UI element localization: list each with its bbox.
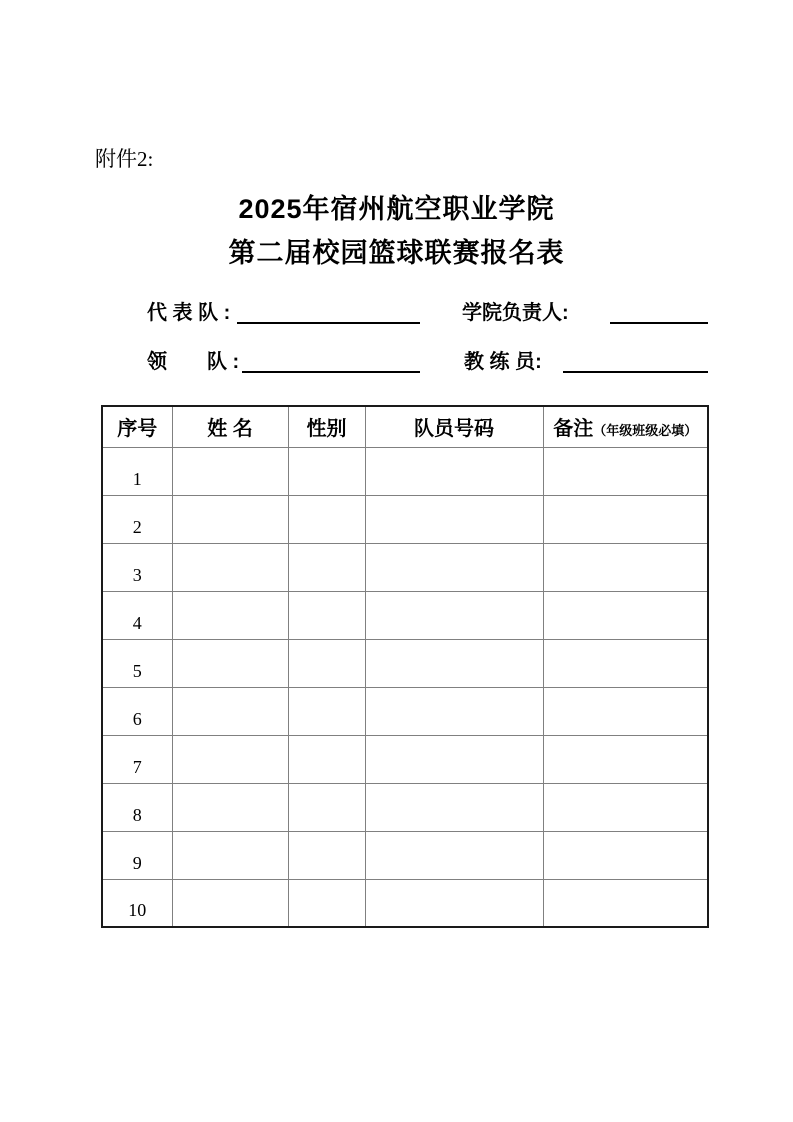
name-cell[interactable] bbox=[172, 735, 288, 783]
player-number-cell[interactable] bbox=[365, 543, 543, 591]
player-number-cell[interactable] bbox=[365, 783, 543, 831]
gender-cell[interactable] bbox=[288, 687, 365, 735]
gender-cell[interactable] bbox=[288, 543, 365, 591]
coach-field[interactable] bbox=[563, 353, 708, 373]
gender-cell[interactable] bbox=[288, 735, 365, 783]
table-row bbox=[102, 735, 708, 783]
table-row bbox=[102, 687, 708, 735]
attachment-label: 附件2: bbox=[95, 147, 154, 171]
player-number-cell[interactable] bbox=[365, 495, 543, 543]
player-number-cell[interactable] bbox=[365, 831, 543, 879]
gender-cell[interactable] bbox=[288, 639, 365, 687]
coach-label: 教 练 员: bbox=[464, 351, 542, 373]
table-header-row bbox=[102, 406, 708, 447]
table-row bbox=[102, 783, 708, 831]
name-cell[interactable] bbox=[172, 639, 288, 687]
document-title-line-2: 第二届校园篮球联赛报名表 bbox=[228, 238, 565, 268]
table-row bbox=[102, 879, 708, 927]
name-cell[interactable] bbox=[172, 831, 288, 879]
header-no: 序号 bbox=[102, 406, 172, 447]
table-row bbox=[102, 543, 708, 591]
name-cell[interactable] bbox=[172, 543, 288, 591]
name-cell[interactable] bbox=[172, 447, 288, 495]
remark-cell[interactable] bbox=[543, 495, 708, 543]
name-cell[interactable] bbox=[172, 687, 288, 735]
player-number-cell[interactable] bbox=[365, 639, 543, 687]
header-remark-label: 备注 bbox=[553, 418, 594, 441]
remark-cell[interactable] bbox=[543, 783, 708, 831]
gender-cell[interactable] bbox=[288, 447, 365, 495]
gender-cell[interactable] bbox=[288, 879, 365, 927]
remark-cell[interactable] bbox=[543, 591, 708, 639]
gender-cell[interactable] bbox=[288, 783, 365, 831]
player-number-cell[interactable] bbox=[365, 591, 543, 639]
team-leader-field[interactable] bbox=[242, 353, 420, 373]
gender-cell[interactable] bbox=[288, 591, 365, 639]
remark-cell[interactable] bbox=[543, 543, 708, 591]
name-cell[interactable] bbox=[172, 495, 288, 543]
table-row bbox=[102, 591, 708, 639]
row-number: 4 bbox=[102, 591, 172, 639]
table-row bbox=[102, 495, 708, 543]
gender-cell[interactable] bbox=[288, 495, 365, 543]
remark-cell[interactable] bbox=[543, 447, 708, 495]
row-number: 7 bbox=[102, 735, 172, 783]
table-row bbox=[102, 831, 708, 879]
row-number: 8 bbox=[102, 783, 172, 831]
header-gender: 性别 bbox=[288, 406, 365, 447]
row-number: 9 bbox=[102, 831, 172, 879]
row-number: 3 bbox=[102, 543, 172, 591]
row-number: 10 bbox=[102, 879, 172, 927]
college-manager-field[interactable] bbox=[610, 304, 708, 324]
header-remark bbox=[543, 406, 708, 447]
name-cell[interactable] bbox=[172, 591, 288, 639]
header-name: 姓 名 bbox=[172, 406, 288, 447]
college-manager-label: 学院负责人: bbox=[462, 302, 569, 324]
player-number-cell[interactable] bbox=[365, 735, 543, 783]
row-number: 1 bbox=[102, 447, 172, 495]
team-label: 代 表 队 : bbox=[147, 302, 231, 324]
header-remark-note: （年级班级必填） bbox=[593, 423, 698, 439]
row-number: 5 bbox=[102, 639, 172, 687]
table-row bbox=[102, 639, 708, 687]
remark-cell[interactable] bbox=[543, 735, 708, 783]
remark-cell[interactable] bbox=[543, 687, 708, 735]
player-number-cell[interactable] bbox=[365, 447, 543, 495]
roster-table bbox=[101, 405, 709, 928]
remark-cell[interactable] bbox=[543, 879, 708, 927]
table-row bbox=[102, 447, 708, 495]
gender-cell[interactable] bbox=[288, 831, 365, 879]
remark-cell[interactable] bbox=[543, 639, 708, 687]
name-cell[interactable] bbox=[172, 783, 288, 831]
team-leader-label: 领 队 : bbox=[147, 351, 240, 373]
document-title-line-1: 2025年宿州航空职业学院 bbox=[238, 194, 555, 224]
player-number-cell[interactable] bbox=[365, 687, 543, 735]
name-cell[interactable] bbox=[172, 879, 288, 927]
row-number: 6 bbox=[102, 687, 172, 735]
row-number: 2 bbox=[102, 495, 172, 543]
team-name-field[interactable] bbox=[237, 304, 420, 324]
remark-cell[interactable] bbox=[543, 831, 708, 879]
header-player-number: 队员号码 bbox=[365, 406, 543, 447]
player-number-cell[interactable] bbox=[365, 879, 543, 927]
